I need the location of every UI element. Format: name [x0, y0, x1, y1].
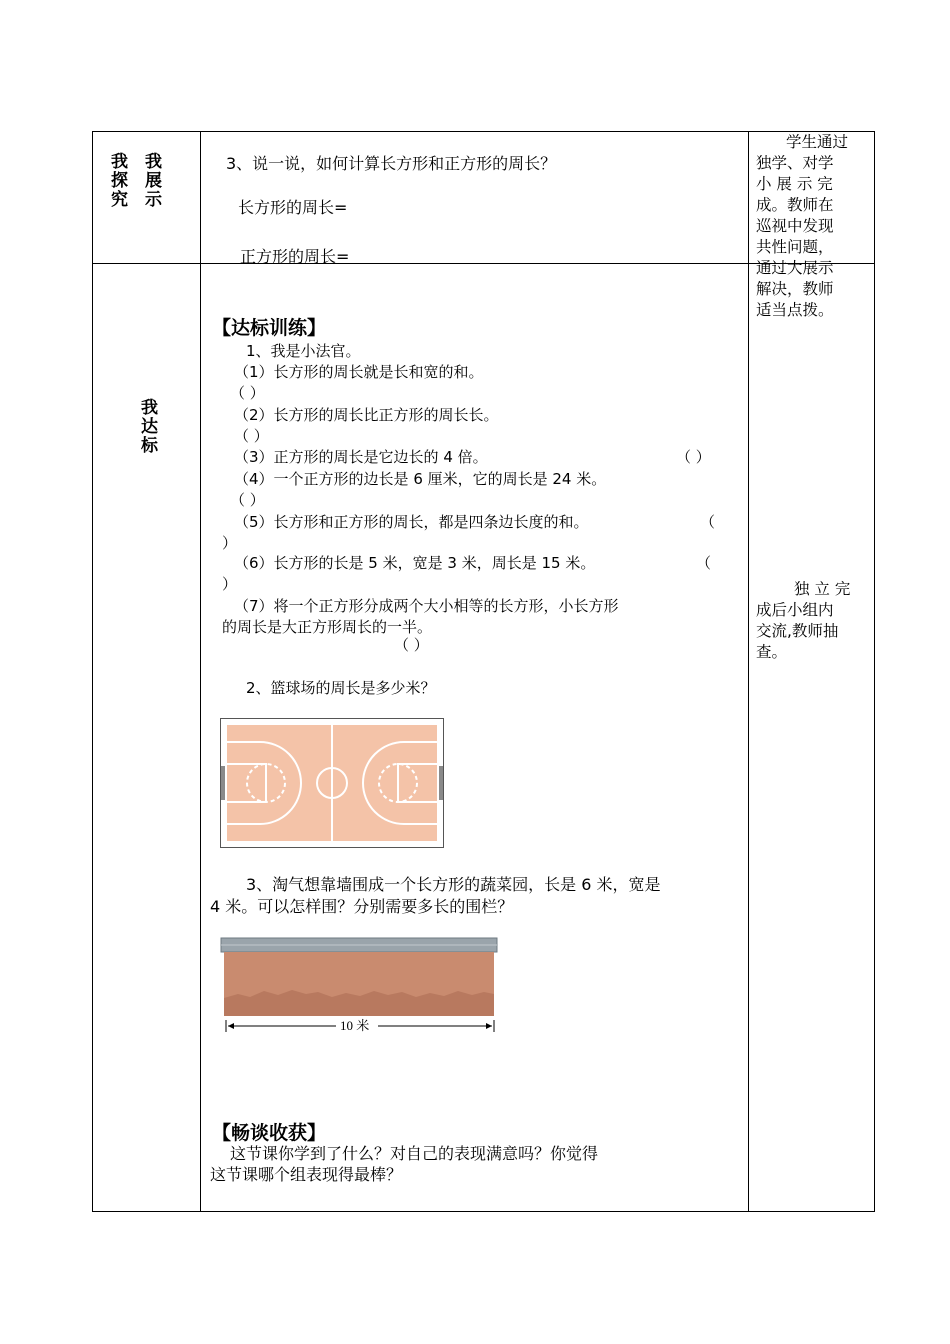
- judge-item-7-line2: 的周长是大正方形周长的一半。: [222, 618, 433, 636]
- judge-item-3: （3）正方形的周长是它边长的 4 倍。: [234, 448, 488, 466]
- wall-length-label: 10 米: [340, 1018, 370, 1033]
- judge-item-5: （5）长方形和正方形的周长，都是四条边长度的和。: [234, 513, 589, 531]
- answer-paren-1: （ ）: [230, 384, 265, 402]
- q3-garden-line1: 3、淘气想靠墙围成一个长方形的蔬菜园，长是 6 米，宽是: [246, 875, 661, 894]
- answer-paren-4: （ ）: [230, 491, 265, 509]
- table-left-border: [92, 131, 93, 1212]
- note2-line: 查。: [756, 643, 788, 661]
- q3-garden-line2: 4 米。可以怎样围？分别需要多长的围栏？: [210, 897, 514, 916]
- q2-basketball: 2、篮球场的周长是多少米？: [246, 679, 436, 697]
- harvest-line1: 这节课你学到了什么？对自己的表现满意吗？你觉得: [230, 1144, 599, 1163]
- judge-item-2: （2）长方形的周长比正方形的周长长。: [234, 406, 499, 424]
- note1-line: 学生通过: [786, 133, 849, 151]
- basketball-court-icon: [220, 718, 444, 848]
- answer-paren-7: （ ）: [394, 636, 429, 654]
- note1-line: 小 展 示 完: [756, 175, 833, 193]
- explore-question: 3、说一说，如何计算长方形和正方形的周长？: [226, 154, 557, 173]
- answer-paren-5-open: （: [700, 513, 716, 531]
- note1-line: 独学、对学: [756, 154, 834, 172]
- rect-perimeter-label: 长方形的周长=: [238, 198, 348, 217]
- note1-line: 共性问题，: [756, 238, 834, 256]
- column-divider-2: [748, 131, 749, 1212]
- answer-paren-5-close: ）: [222, 534, 238, 552]
- section-heading-practice: 【达标训练】: [212, 317, 327, 339]
- answer-paren-2: （ ）: [234, 427, 269, 445]
- judge-item-7-line1: （7）将一个正方形分成两个大小相等的长方形，小长方形: [234, 597, 619, 615]
- label-display: 我展示: [141, 152, 161, 209]
- table-bottom-border: [92, 1211, 875, 1212]
- note1-line: 巡视中发现: [756, 217, 834, 235]
- note1-line: 解决，教师: [756, 280, 834, 298]
- judge-item-6: （6）长方形的长是 5 米，宽是 3 米，周长是 15 米。: [234, 554, 596, 572]
- judge-item-4: （4）一个正方形的边长是 6 厘米，它的周长是 24 米。: [234, 470, 607, 488]
- table-right-border: [874, 131, 875, 1212]
- label-target: 我达标: [137, 398, 157, 455]
- label-explore: 我探究: [107, 152, 127, 209]
- teacher-note-2: [756, 579, 868, 663]
- note1-line: 通过大展示: [756, 259, 834, 277]
- harvest-line2: 这节课哪个组表现得最棒？: [210, 1165, 403, 1184]
- square-perimeter-label: 正方形的周长=: [240, 247, 350, 266]
- note2-line: 交流,教师抽: [756, 622, 839, 640]
- teacher-note-1: [756, 132, 868, 321]
- q1-title: 1、我是小法官。: [246, 342, 361, 360]
- note2-line: 独 立 完: [794, 580, 851, 598]
- note1-line: 成。教师在: [756, 196, 834, 214]
- answer-paren-3: （ ）: [676, 448, 711, 466]
- wall-image: [218, 936, 500, 1038]
- column-divider-1: [200, 131, 201, 1212]
- note1-line: 适当点拨。: [756, 301, 834, 319]
- answer-paren-6-open: （: [696, 554, 712, 572]
- section-heading-harvest: 【畅谈收获】: [212, 1122, 327, 1144]
- basketball-court-image: [220, 718, 444, 848]
- judge-item-1: （1）长方形的周长就是长和宽的和。: [234, 363, 484, 381]
- note2-line: 成后小组内: [756, 601, 834, 619]
- answer-paren-6-close: ）: [222, 575, 238, 593]
